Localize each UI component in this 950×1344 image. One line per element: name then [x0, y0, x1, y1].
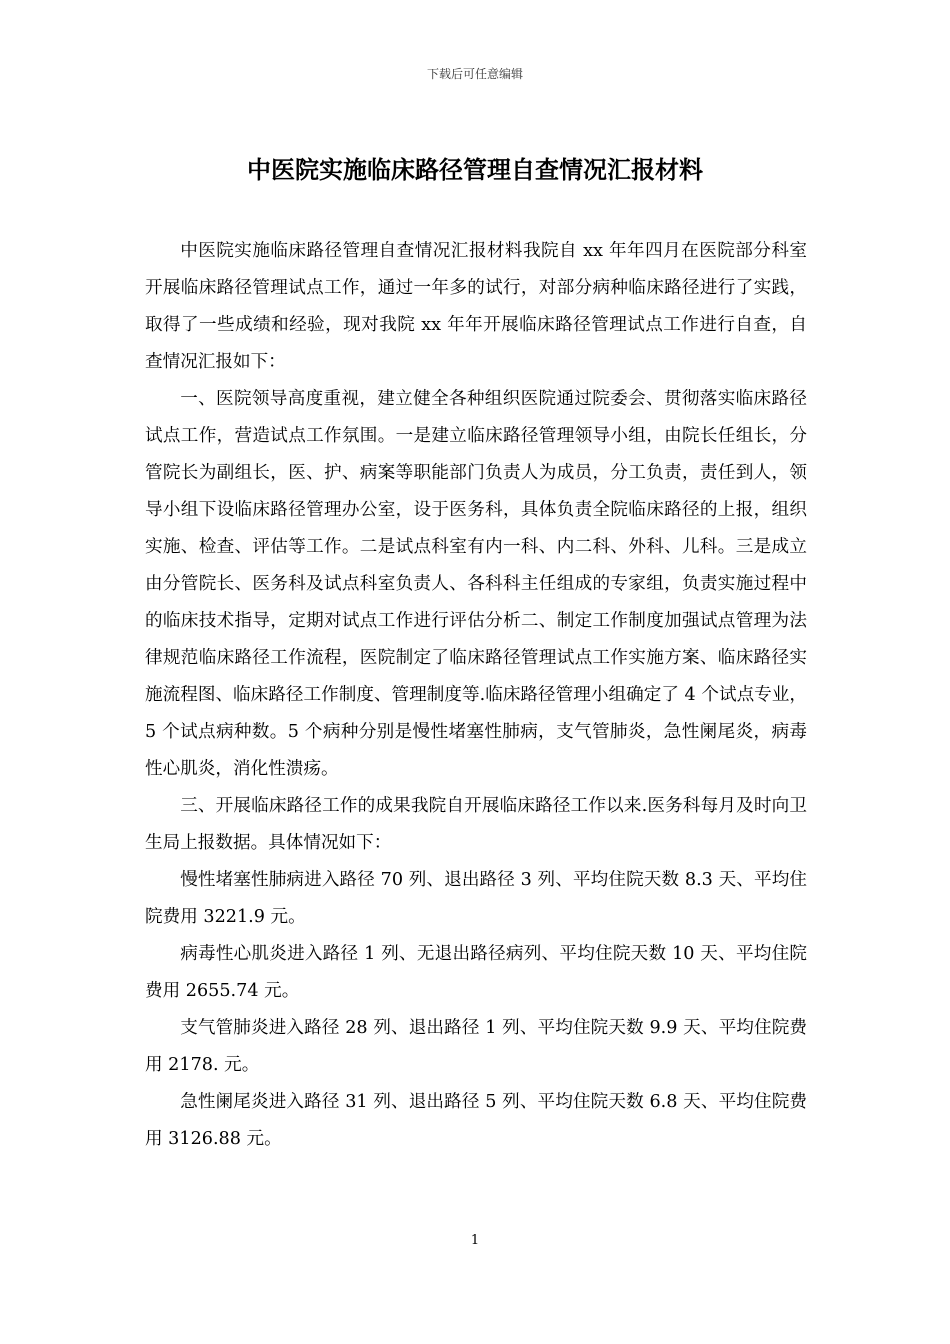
- page-header-note: 下载后可任意编辑: [426, 67, 523, 81]
- document-title: 中医院实施临床路径管理自查情况汇报材料: [247, 156, 703, 184]
- paragraph-myocarditis-stats: 病毒性心肌炎进入路径 1 列、无退出路径病列、平均住院天数 10 天、平均住院费用 2655.74 元。: [145, 944, 807, 1001]
- paragraph-pneumonia-stats: 支气管肺炎进入路径 28 列、退出路径 1 列、平均住院天数 9.9 天、平均住院费用 2178. 元。: [145, 1018, 807, 1075]
- paragraph-section-3: 三、开展临床路径工作的成果我院自开展临床路径工作以来.医务科每月及时向卫生局上报数据。具体情况如下：: [145, 796, 807, 853]
- page-number: 1: [470, 1233, 480, 1248]
- paragraph-copd-stats: 慢性堵塞性肺病进入路径 70 列、退出路径 3 列、平均住院天数 8.3 天、平均住院费用 3221.9 元。: [145, 870, 807, 927]
- paragraph-section-1: 一、医院领导高度重视，建立健全各种组织医院通过院委会、贯彻落实临床路径试点工作，营造试点工作氛围。一是建立临床路径管理领导小组，由院长任组长，分管院长为副组长，医、护、病案等职能部门负责人为成员，分工负责，责任到人，领导小组下设临床路径管理办公室，设于医务科，具体负责全院临床路径的上报，组织实施、检查、评估等工作。二是试点科室有内一科、内二科、外科、儿科。三是成立由分管院长、医务科及试点科室负责人、各科科主任组成的专家组，负责实施过程中的临床技术指导，定期对试点工作进行评估分析二、制定工作制度加强试点管理为法律规范临床路径工作流程，医院制定了临床路径管理试点工作实施方案、临床路径实施流程图、临床路径工作制度、管理制度等.临床路径管理小组确定了 4 个试点专业，5 个试点病种数。5 个病种分别是慢性堵塞性肺病，支气管肺炎，急性阑尾炎，病毒性心肌炎，消化性溃疡。: [145, 389, 807, 779]
- paragraph-appendicitis-stats: 急性阑尾炎进入路径 31 列、退出路径 5 列、平均住院天数 6.8 天、平均住院费用 3126.88 元。: [145, 1092, 807, 1149]
- paragraph-intro: 中医院实施临床路径管理自查情况汇报材料我院自 xx 年年四月在医院部分科室开展临床路径管理试点工作，通过一年多的试行，对部分病种临床路径进行了实践，取得了一些成绩和经验，现对我院 xx 年年开展临床路径管理试点工作进行自查，自查情况汇报如下：: [145, 241, 807, 372]
- document-body: [145, 233, 807, 1158]
